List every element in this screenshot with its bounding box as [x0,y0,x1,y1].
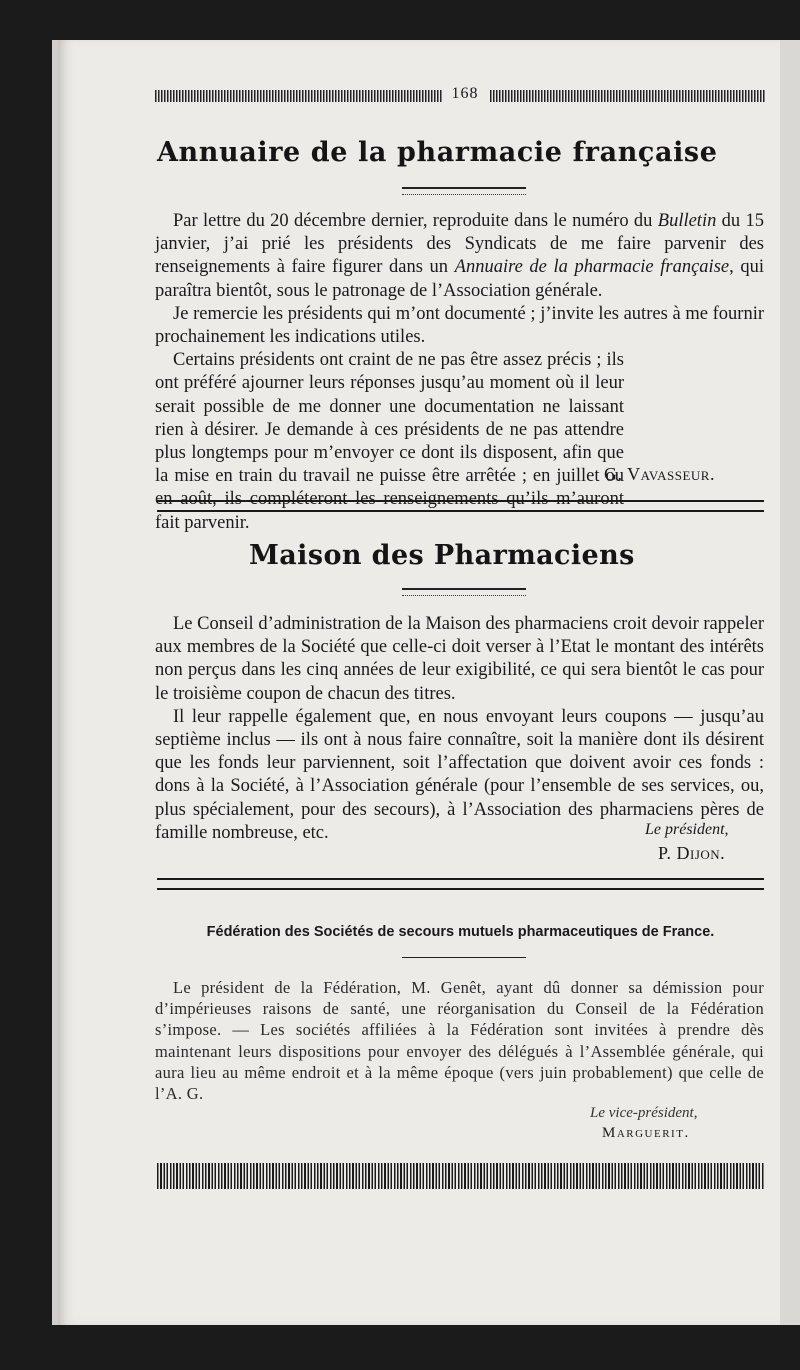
signature-role-text: Le président, [645,821,729,838]
paragraph: Je remercie les présidents qui m’ont documenté ; j’invite les autres à me fournir prochainement les indications utiles. [155,303,764,348]
page-header [155,85,765,107]
signature-dijon: P. Dijon. [658,843,726,863]
section-title-annuaire: Annuaire de la pharmacie française [157,137,718,168]
paragraph: Le Conseil d’administration de la Maison des pharmaciens croit devoir rappeler aux membres de la Société que celle-ci doit verser à l’Etat le montant des intérêts non perçus dans les cinq années de leur exigibilité, ce qui sera bientôt le cas pour le troisième coupon de chacun des titres. [155,614,764,704]
signature-role-text: Le vice-président, [590,1105,698,1121]
header-hatch-left [155,90,442,102]
paragraph: Le président de la Fédération, M. Genêt, ayant dû donner sa démission pour d’impérieuses raisons de santé, une réorganisation du Conseil de la Fédération s’impose. — Les sociétés affiliées à la Fédération sont invitées à prendre dès maintenant leurs dispositions pour envoyer des délégués à l’Assemblée générale, qui aura lieu au même endroit et à la même époque (vers juin probablement) que celle de l’A. G. [155,978,764,1104]
footer-hatch [157,1163,764,1189]
title-ornament [402,588,526,596]
title-ornament [402,187,526,195]
page-number: 168 [451,85,479,102]
paragraph-text: Par lettre du 20 décembre dernier, reproduite dans le numéro du [173,211,658,231]
section-body-annuaire [155,210,764,535]
italic-text: Bulletin [657,211,717,231]
section-body-maison [155,613,764,845]
header-hatch-right [490,90,765,102]
section-title-maison: Maison des Pharmaciens [249,540,635,571]
double-rule [157,878,764,890]
section-body-federation [155,977,764,1104]
paragraph-text: , qui paraîtra bientôt, sous le patronage de l’Association générale. [155,257,764,301]
signature-vavasseur: G. Vavasseur. [604,464,715,484]
title-underline [402,957,526,958]
paragraph: Certains présidents ont craint de ne pas être assez précis ; ils ont préféré ajourner leurs réponses jusqu’au moment où il leur serait possible de me donner une documentation ne laissant rien à désirer. Je demande à ces présidents de ne pas attendre plus longtemps pour m’envoyer ce dont ils disposent, afin que la mise en train du travail ne puisse être arrêtée ; en juillet ou en août, ils compléteront les renseignements qu’ils m’auront fait parvenir. [155,350,624,533]
double-rule [157,500,764,512]
section-title-federation: Fédération des Sociétés de secours mutuels pharmaceutiques de France. [206,924,715,940]
signature-role [590,1105,697,1122]
paragraph: Il leur rappelle également que, en nous envoyant leurs coupons — jusqu’au septième inclus — ils ont à nous faire connaître, soit la manière dont ils désirent que les fonds leur parviennent, soit l’affectation que doivent avoir ces fonds : dons à la Société, à l’Association générale (pour l’ensemble de ses services, ou, plus spécialement, pour des secours), à l’Association des pharmaciens pères de famille nombreuse, etc. [155,706,764,843]
page-edge [780,40,800,1325]
italic-text: Annuaire de la pharmacie française [454,257,730,278]
paragraph [155,210,764,303]
signature-marguerit: Marguerit. [602,1125,690,1141]
signature-role [645,821,729,839]
paragraph-text: du 15 janvier, j’ai prié les présidents des Syndicats de me faire parvenir des renseignements à faire figurer dans un [155,211,765,278]
